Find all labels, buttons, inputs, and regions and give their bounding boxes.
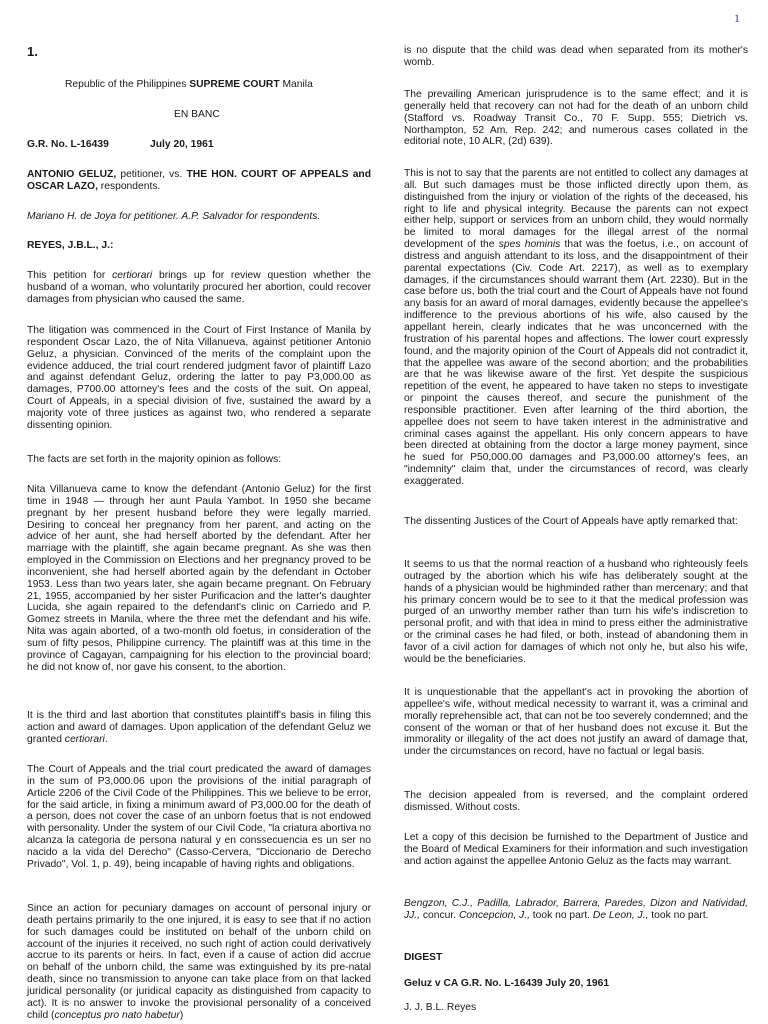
paragraph-3: The facts are set forth in the majority opinion as follows: (27, 454, 282, 465)
r3-text-a: This is not to say that the parents are not entitled to collect any damages at all. But such damages must be those inflicted directly upon them, as distinguished from the injury or violation of the rights of the deceased, his right to life and physical integrity. Because the parents can not expect either help, support or services from an unborn child, they would normally be limited to moral damages for the illegal arrest of the normal development of the (404, 168, 748, 251)
digest-author: J. J. B.L. Reyes (404, 1002, 477, 1013)
paragraph-r5: It seems to us that the normal reaction of a husband who righteously feels outraged by the abortion which his wife has deliberately sought at the hands of a physician would be highminded rather than mercenary; and that his primary concern would be to see to it that the medical profession was purged of an unworthy member rather than turn his wife's indiscretion to personal profit, and with that idea in mind to press either the administrative or the criminal cases he had filed, or both, instead of abandoning them in favor of a civil action for damages of which not only he, but also his wife, would be the beneficiaries. (404, 559, 748, 665)
paragraph-6: The Court of Appeals and the trial court predicated the award of damages in the sum of P3,000.06 upon the provisions of the initial paragraph of Article 2206 of the Civil Code of the Philippines. This we believe to be error, for the said article, in fixing a minimum award of P3,000.00 for the death of a person, does not cover the case of an unborn foetus that is not endowed with personality. Under the system of our Civil Code, "la criatura abortiva no alcanza la categoria de persona natural y en conssecuencia es un ser no nacido a la vida del Derecho" (Casso-Cervera, "Diccionario de Derecho Privado", Vol. 1, p. 49), being incapable of having rights and obligations. (27, 764, 371, 870)
republic-text: Republic of the Philippines (65, 79, 190, 90)
digest-title: Geluz v CA G.R. No. L-16439 July 20, 1961 (404, 978, 610, 989)
p1-text-a: This petition for (27, 270, 113, 281)
de-leon-note: took no part. (648, 909, 709, 921)
decision-date: July 20, 1961 (150, 139, 214, 150)
paragraph-r1: is no dispute that the child was dead when separated from its mother's womb. (404, 45, 748, 68)
gr-number: G.R. No. L-16439 (27, 139, 109, 150)
page-number: 1 (734, 11, 740, 25)
concur-text: concur. (420, 909, 459, 921)
petitioner-role: petitioner, vs. (116, 169, 187, 180)
case-number: 1. (27, 44, 38, 59)
paragraph-r4: The dissenting Justices of the Court of Appeals have aptly remarked that: (404, 516, 738, 527)
concepcion-name: Concepcion, J., (458, 909, 530, 921)
paragraph-4: Nita Villanueva came to know the defendant (Antonio Geluz) for the first time in 1948 — through her aunt Paula Yambot. In 1950 she became pregnant by her present husband before they were legally married. Desiring to conceal her pregnancy from her parent, and acting on the advice of her aunt, she had herself aborted by the defendant. After her marriage with the plaintiff, she again became pregnant. As she was then employed in the Commission on Elections and her pregnancy proved to be inconvenient, she had herself aborted again by the defendant in October 1953. Less than two years later, she again became pregnant. On February 21, 1955, accompanied by her sister Purificacion and the latter's daughter Lucida, she again repaired to the defendant's clinic on Carriedo and P. Gomez streets in Manila, where the three met the defendant and his wife. Nita was again aborted, of a two-month old foetus, in consideration of the sum of fifty pesos, Philippine currency. The plaintiff was at this time in the province of Cagayan, campaigning for his election to the provincial board; he did not know of, nor gave his consent, to the abortion. (27, 484, 371, 673)
ponente: REYES, J.B.L., J.: (27, 240, 114, 251)
p7-text-b: ) (179, 1009, 184, 1021)
p5-text-a: It is the third and last abortion that constitutes plaintiff's basis in filing this action and award of damages. Upon application of the defendant Geluz we granted (27, 710, 371, 745)
p1-text-b: brings up for review question whether the husband of a woman, who voluntarily procured her abortion, could recover damages from physician who caused the same. (27, 270, 371, 305)
p7-latin: conceptus pro nato habetur (54, 1009, 180, 1021)
paragraph-r8: Let a copy of this decision be furnished to the Department of Justice and the Board of Medical Examiners for their information and such investigation and action against the appellee Antonio Geluz as the facts may warrant. (404, 832, 748, 867)
paragraph-7 (27, 903, 371, 1021)
court-header (65, 79, 313, 91)
paragraph-r3 (404, 168, 748, 488)
r3-spes-hominis: spes hominis (498, 239, 561, 251)
supreme-court-text: SUPREME COURT (189, 79, 280, 90)
paragraph-5 (27, 710, 371, 746)
paragraph-2: The litigation was commenced in the Court of First Instance of Manila by respondent Oscar Lazo, the of Nita Villanueva, against petitioner Antonio Geluz, a physician. Convinced of the merits of the complaint upon the evidence adduced, the trial court rendered judgment favor of plaintiff Lazo and against defendant Geluz, ordering the latter to pay P3,000.00 as damages, P700.00 attorney's fees and the costs of the suit. On appeal, Court of Appeals, in a special division of five, sustained the award by a majority vote of three justices as against two, who rendered a separate dissenting opinion. (27, 325, 371, 431)
manila-text: Manila (279, 79, 313, 90)
paragraph-r6: It is unquestionable that the appellant's act in provoking the abortion of appellee's wife, without medical necessity to warrant it, was a criminal and morally reprehensible act, that can not be too severely condemned; and the consent of the woman or that of her husband does not excuse it. But the immorality or illegality of the act does not justify an award of damage that, under the circumstances on record, have no factual or legal basis. (404, 687, 749, 758)
respondent-names: THE HON. COURT OF APPEALS and OSCAR LAZO, (27, 169, 372, 192)
p5-text-b: . (104, 733, 108, 745)
digest-heading: DIGEST (404, 952, 443, 963)
en-banc: EN BANC (174, 109, 220, 120)
paragraph-r7: The decision appealed from is reversed, and the complaint ordered dismissed. Without costs. (404, 790, 748, 813)
r3-text-b: that was the foetus, i.e., on account of distress and anguish attendant to its loss, and the disappointment of their parental expectations (Civ. Code Art. 2217), as well as to exemplary damages, if the circumstances should warrant them (Art. 2230). But in the case before us, both the trial court and the Court of Appeals have not found any basis for an award of moral damages, evidently because the appellee's indifference to the previous abortions of his wife, also caused by the appellant herein, clearly indicates that he was unconcerned with the frustration of his parental hopes and affections. The lower court expressly found, and the majority opinion of the Court of Appeals did not contradict it, that the appellee was aware of the second abortion; and the probabilities are that he was likewise aware of the first. Yet despite the suspicious repetition of the event, he appeared to have taken no steps to investigate or pinpoint the causes thereof, and secure the punishment of the responsible practitioner. Even after learning of the third abortion, the appellee does not seem to have taken interest in the administrative and criminal cases against the appellant. His only concern appears to have been directed at obtaining from the doctor a large money payment, since he sued for P50,000.00 damages and P3,000.00 attorney's fees, an "indemnity" claim that, under the circumstances of record, was clearly exaggerated. (404, 239, 748, 487)
counsel: Mariano H. de Joya for petitioner. A.P. Salvador for respondents. (27, 211, 321, 222)
p7-text-a: Since an action for pecuniary damages on account of personal injury or death pertains primarily to the one injured, it is easy to see that if no action for such damages could be instituted on behalf of the unborn child on account of the injuries it received, no such right of action could derivatively accrue to its parents or heirs. In fact, even if a cause of action did accrue on behalf of the unborn child, the same was extinguished by its pre-natal death, since no transmission to anyone can take place from on that lacked juridical personality (or juridical capacity as distinguished from capacity to act). It is no answer to invoke the provisional personality of a conceived child ( (27, 903, 371, 1021)
concurring-justices: Bengzon, C.J., Padilla, Labrador, Barrera, Paredes, Dizon and Natividad, JJ., (404, 898, 748, 921)
concepcion-note: took no part. (529, 909, 593, 921)
paragraph-1 (27, 270, 371, 306)
p1-certiorari: certiorari (112, 270, 153, 281)
p5-certiorari: certiorari (64, 733, 105, 745)
paragraph-r2: The prevailing American jurisprudence is to the same effect; and it is generally held that recovery can not had for the death of an unborn child (Stafford vs. Roadway Transit Co., 70 F. Supp. 555; Dietrich vs. Northampton, 52 Am. Rep. 242; and numerous cases collated in the editorial note, 10 ALR, (2d) 639). (404, 89, 748, 148)
parties (27, 169, 371, 193)
concurrence (404, 898, 748, 922)
respondent-role: respondents. (97, 180, 161, 192)
de-leon-name: De Leon, J., (592, 909, 649, 921)
petitioner-name: ANTONIO GELUZ, (27, 169, 117, 180)
